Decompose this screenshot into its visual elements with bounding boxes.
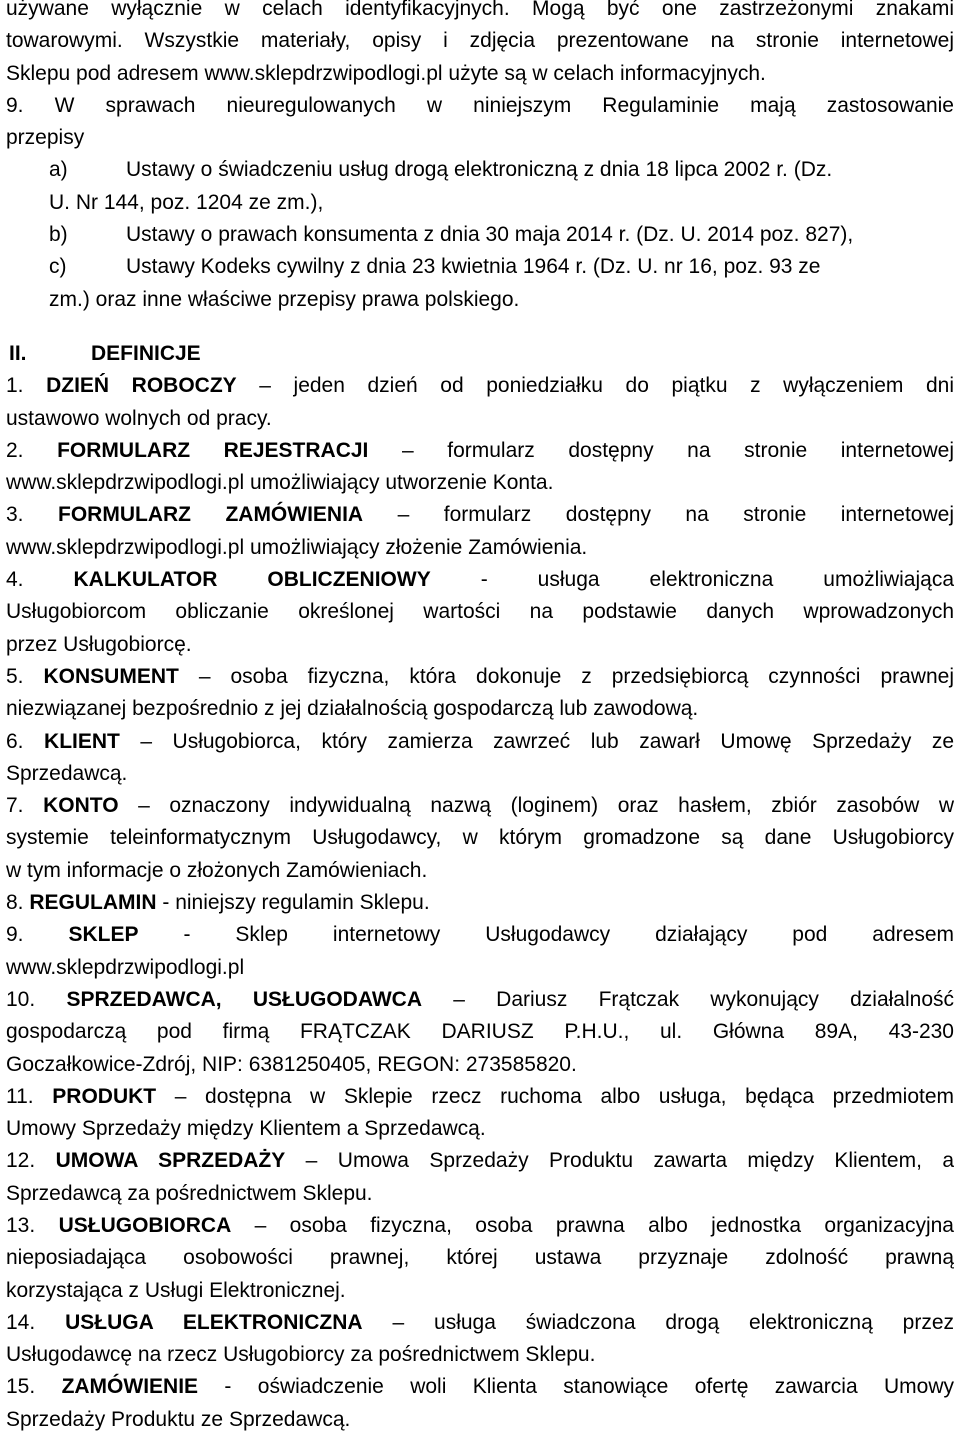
definition-number: 5. bbox=[6, 664, 44, 688]
definition-first-line bbox=[6, 919, 954, 951]
definition-number: 11. bbox=[6, 1084, 53, 1108]
definition-line: ustawowo wolnych od pracy. bbox=[6, 406, 272, 430]
definition-term: UMOWA SPRZEDAŻY bbox=[55, 1149, 286, 1173]
definition-text: – Umowa Sprzedaży Produktu zawarta między Klientem, a bbox=[285, 1149, 954, 1173]
item-label: c) bbox=[49, 255, 67, 279]
item-label: b) bbox=[49, 223, 68, 247]
definition-text: – dostępna w Sklepie rzecz ruchoma albo usługa, będąca przedmiotem bbox=[156, 1084, 954, 1108]
statute-item-a bbox=[49, 154, 954, 219]
definition-text: – formularz dostępny na stronie internetowej bbox=[368, 438, 954, 462]
definition-line: Sprzedawcą. bbox=[6, 761, 128, 785]
definition-item bbox=[6, 726, 954, 791]
definition-line: www.sklepdrzwipodlogi.pl bbox=[6, 955, 245, 979]
definition-item bbox=[6, 1210, 954, 1307]
item-text: Ustawy Kodeks cywilny z dnia 23 kwietnia 1964 r. (Dz. U. nr 16, poz. 93 ze bbox=[126, 255, 821, 279]
definition-number: 4. bbox=[6, 568, 74, 592]
definition-number: 8. bbox=[6, 891, 30, 915]
definition-line: systemie teleinformatycznym Usługodawcy, w którym gromadzone są dane Usługobiorcy bbox=[6, 826, 954, 850]
definition-item bbox=[6, 984, 954, 1081]
definition-number: 1. bbox=[6, 374, 47, 398]
definition-line: www.sklepdrzwipodlogi.pl umożliwiający utworzenie Konta. bbox=[6, 471, 554, 495]
definition-term: KONSUMENT bbox=[43, 664, 179, 688]
definition-term: KALKULATOR OBLICZENIOWY bbox=[73, 568, 431, 592]
definition-text: – formularz dostępny na stronie internetowej bbox=[363, 503, 954, 527]
definition-number: 9. bbox=[6, 923, 69, 947]
definition-text: – oznaczony indywidualną nazwą (loginem) oraz hasłem, zbiór zasobów w bbox=[118, 794, 954, 818]
definition-term: DZIEŃ ROBOCZY bbox=[46, 374, 237, 398]
definition-first-line bbox=[6, 435, 954, 467]
item-text: zm.) oraz inne właściwe przepisy prawa polskiego. bbox=[49, 287, 520, 311]
statute-item-c bbox=[6, 251, 954, 316]
definition-number: 12. bbox=[6, 1149, 56, 1173]
item-label: a) bbox=[49, 158, 68, 182]
definition-first-line bbox=[6, 790, 954, 822]
definition-line: nieposiadająca osobowości prawnej, której ustawa przyznaje zdolność prawną bbox=[6, 1246, 954, 1270]
item-text: Ustawy o prawach konsumenta z dnia 30 maja 2014 r. (Dz. U. 2014 poz. 827), bbox=[126, 223, 854, 247]
definition-item bbox=[6, 499, 954, 564]
definition-number: 7. bbox=[6, 794, 44, 818]
definition-number: 6. bbox=[6, 729, 45, 753]
definition-first-line bbox=[6, 1081, 954, 1113]
definition-first-line bbox=[6, 370, 954, 402]
definition-number: 2. bbox=[6, 438, 58, 462]
definition-line: www.sklepdrzwipodlogi.pl umożliwiający złożenie Zamówienia. bbox=[6, 535, 588, 559]
definition-item bbox=[6, 564, 954, 661]
item-text: U. Nr 144, poz. 1204 ze zm.), bbox=[49, 190, 324, 214]
definition-first-line bbox=[6, 726, 954, 758]
definition-line: gospodarczą pod firmą FRĄTCZAK DARIUSZ P.H.U., ul. Główna 89A, 43-230 bbox=[6, 1020, 954, 1044]
definition-item bbox=[6, 790, 954, 887]
definition-item bbox=[6, 1371, 954, 1436]
definition-item bbox=[6, 1081, 954, 1146]
definition-item bbox=[6, 661, 954, 726]
definition-first-line bbox=[6, 1145, 954, 1177]
point-9 bbox=[6, 90, 954, 316]
definition-first-line bbox=[6, 1307, 954, 1339]
definition-item bbox=[6, 370, 954, 435]
definition-line: Usługobiorcom obliczanie określonej wartości na podstawie danych wprowadzonych bbox=[6, 600, 954, 624]
definition-term: PRODUKT bbox=[52, 1084, 157, 1108]
definition-item bbox=[6, 919, 954, 984]
definition-number: 10. bbox=[6, 987, 67, 1011]
intro-line: używane wyłącznie w celach identyfikacyjnych. Mogą być one zastrzeżonymi znakami bbox=[6, 0, 954, 20]
definition-first-line bbox=[6, 661, 954, 693]
definition-line: przez Usługobiorcę. bbox=[6, 632, 192, 656]
definition-text: - oświadczenie woli Klienta stanowiące ofertę zawarcia Umowy bbox=[198, 1375, 954, 1399]
item-text: Ustawy o świadczeniu usług drogą elektroniczną z dnia 18 lipca 2002 r. (Dz. bbox=[126, 158, 833, 182]
definition-text: - niniejszy regulamin Sklepu. bbox=[156, 891, 430, 915]
definition-number: 3. bbox=[6, 503, 58, 527]
definition-text: – Usługobiorca, który zamierza zawrzeć lub zawarł Umowę Sprzedaży ze bbox=[119, 729, 954, 753]
definition-first-line bbox=[6, 887, 954, 919]
definition-item bbox=[6, 887, 954, 919]
definition-term: KONTO bbox=[43, 794, 119, 818]
definition-text: – usługa świadczona drogą elektroniczną przez bbox=[362, 1310, 954, 1334]
definition-term: SKLEP bbox=[68, 923, 139, 947]
definition-number: 15. bbox=[6, 1375, 62, 1399]
definition-item bbox=[6, 435, 954, 500]
definition-term: ZAMÓWIENIE bbox=[61, 1375, 199, 1399]
definition-line: w tym informacje o złożonych Zamówieniach. bbox=[6, 858, 428, 882]
definition-first-line bbox=[6, 564, 954, 596]
definition-line: Sprzedaży Produktu ze Sprzedawcą. bbox=[6, 1407, 351, 1431]
definition-first-line bbox=[6, 984, 954, 1016]
definition-term: FORMULARZ ZAMÓWIENIA bbox=[58, 503, 364, 527]
definition-term: KLIENT bbox=[44, 729, 120, 753]
definition-item bbox=[6, 1307, 954, 1372]
definition-first-line bbox=[6, 499, 954, 531]
definition-first-line bbox=[6, 1371, 954, 1403]
section-number: II. bbox=[9, 341, 27, 365]
definition-term: SPRZEDAWCA, USŁUGODAWCA bbox=[66, 987, 423, 1011]
point-9-line: 9. W sprawach nieuregulowanych w niniejszym Regulaminie mają zastosowanie bbox=[6, 93, 954, 117]
intro-paragraph bbox=[6, 0, 954, 90]
statute-item-b bbox=[49, 219, 954, 251]
definitions-list bbox=[6, 370, 954, 1436]
section-title: DEFINICJE bbox=[91, 341, 201, 365]
definition-number: 14. bbox=[6, 1310, 66, 1334]
intro-line: towarowymi. Wszystkie materiały, opisy i zdjęcia prezentowane na stronie internetowej bbox=[6, 29, 954, 53]
definition-text: - usługa elektroniczna umożliwiająca bbox=[430, 568, 954, 592]
definition-term: REGULAMIN bbox=[29, 891, 157, 915]
definition-number: 13. bbox=[6, 1213, 59, 1237]
intro-line: Sklepu pod adresem www.sklepdrzwipodlogi.pl użyte są w celach informacyjnych. bbox=[6, 61, 766, 85]
definition-term: FORMULARZ REJESTRACJI bbox=[57, 438, 369, 462]
definition-text: – jeden dzień od poniedziałku do piątku z wyłączeniem dni bbox=[236, 374, 954, 398]
definition-line: Usługodawcę na rzecz Usługobiorcy za pośrednictwem Sklepu. bbox=[6, 1343, 596, 1367]
definition-first-line bbox=[6, 1210, 954, 1242]
point-9-line: przepisy bbox=[6, 126, 85, 150]
definition-line: Umowy Sprzedaży między Klientem a Sprzedawcą. bbox=[6, 1117, 486, 1141]
definition-line: korzystająca z Usługi Elektronicznej. bbox=[6, 1278, 346, 1302]
section-heading bbox=[6, 338, 954, 370]
definition-term: USŁUGA ELEKTRONICZNA bbox=[65, 1310, 363, 1334]
definition-text: – osoba fizyczna, osoba prawna albo jednostka organizacyjna bbox=[231, 1213, 954, 1237]
definition-line: niezwiązanej bezpośrednio z jej działalnością gospodarczą lub zawodową. bbox=[6, 697, 699, 721]
definition-item bbox=[6, 1145, 954, 1210]
statute-list bbox=[6, 154, 954, 315]
definition-text: – Dariusz Frątczak wykonujący działalność bbox=[422, 987, 954, 1011]
definition-line: Sprzedawcą za pośrednictwem Sklepu. bbox=[6, 1181, 373, 1205]
definition-line: Goczałkowice-Zdrój, NIP: 6381250405, REGON: 273585820. bbox=[6, 1052, 577, 1076]
definition-text: – osoba fizyczna, która dokonuje z przedsiębiorcą czynności prawnej bbox=[178, 664, 954, 688]
definition-text: - Sklep internetowy Usługodawcy działający pod adresem bbox=[138, 923, 954, 947]
definition-term: USŁUGOBIORCA bbox=[58, 1213, 232, 1237]
